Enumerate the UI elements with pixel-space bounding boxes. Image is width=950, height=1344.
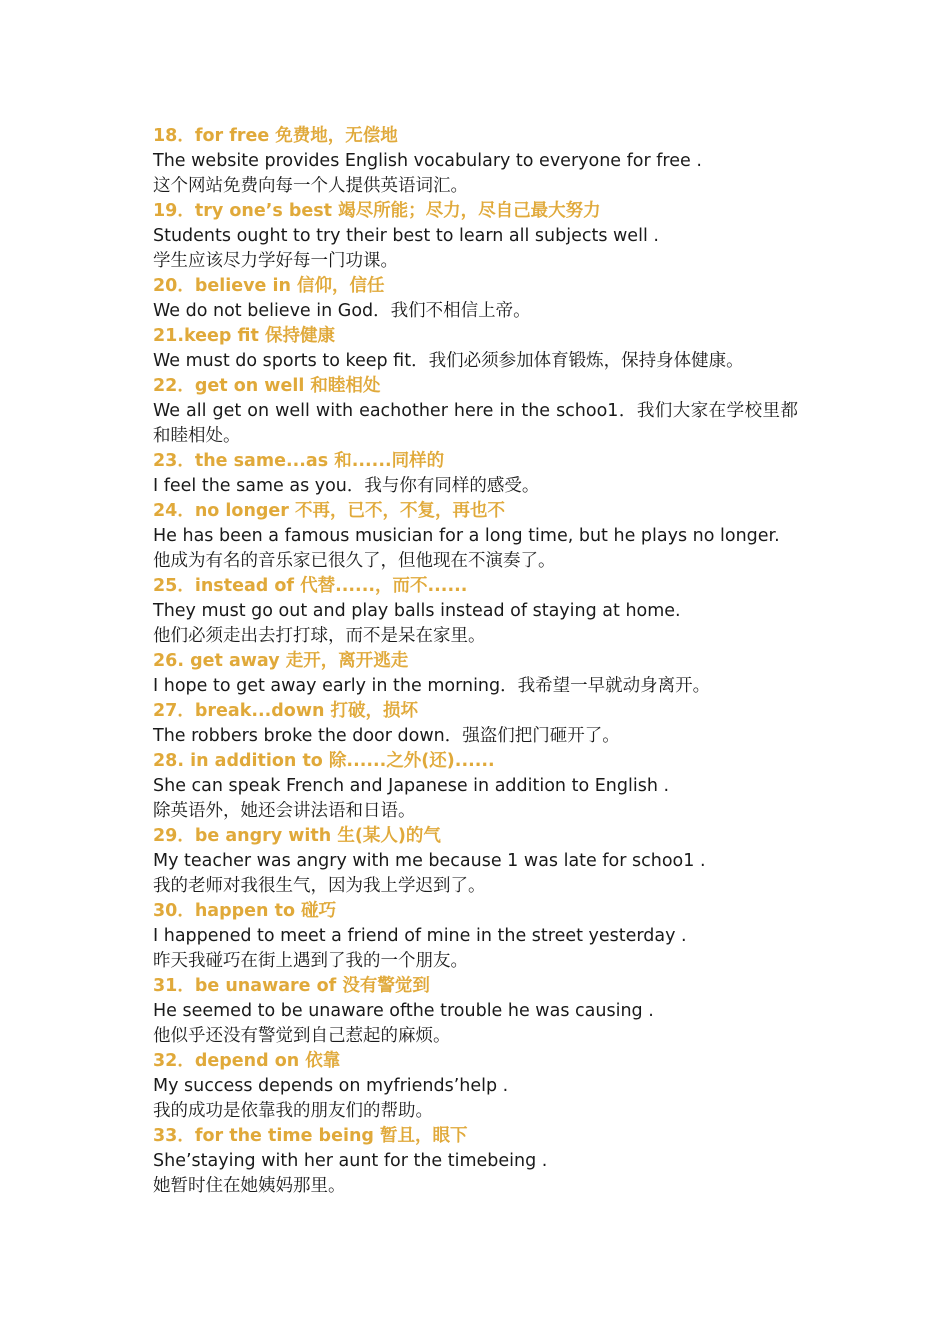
phrase-entry xyxy=(153,1124,798,1199)
phrase-entry xyxy=(153,1049,798,1124)
phrase-entry xyxy=(153,324,798,374)
phrase-entry xyxy=(153,499,798,574)
example-sentence: We do not believe in God．我们不相信上帝。 xyxy=(153,301,531,321)
phrase-entry xyxy=(153,699,798,749)
phrase-heading: 25．instead of 代替......，而不...... xyxy=(153,576,468,596)
example-sentence: The robbers broke the door down．强盗们把门砸开了。 xyxy=(153,726,620,746)
phrase-heading: 22．get on well 和睦相处 xyxy=(153,376,381,396)
phrase-heading: 28. in addition to 除......之外(还)...... xyxy=(153,751,495,771)
phrase-heading: 21.keep fit 保持健康 xyxy=(153,326,335,346)
translation-sentence: 我的老师对我很生气，因为我上学迟到了。 xyxy=(153,876,486,896)
phrase-entry xyxy=(153,649,798,699)
example-sentence: The website provides English vocabulary to everyone for free . xyxy=(153,151,702,171)
translation-sentence: 除英语外，她还会讲法语和日语。 xyxy=(153,801,416,821)
translation-sentence: 这个网站免费向每一个人提供英语词汇。 xyxy=(153,176,468,196)
example-sentence: He seemed to be unaware ofthe trouble he was causing . xyxy=(153,1001,654,1021)
phrase-entry xyxy=(153,124,798,199)
phrase-heading: 31．be unaware of 没有警觉到 xyxy=(153,976,430,996)
phrase-entry xyxy=(153,199,798,274)
example-sentence: She can speak French and Japanese in addition to English . xyxy=(153,776,670,796)
phrase-entry xyxy=(153,574,798,649)
example-sentence: I happened to meet a friend of mine in the street yesterday . xyxy=(153,926,687,946)
phrase-heading: 29．be angry with 生(某人)的气 xyxy=(153,826,441,846)
phrase-heading: 24．no longer 不再，已不，不复，再也不 xyxy=(153,501,506,521)
phrase-entry xyxy=(153,974,798,1049)
phrase-heading: 26. get away 走开，离开逃走 xyxy=(153,651,409,671)
translation-sentence: 她暂时住在她姨妈那里。 xyxy=(153,1176,346,1196)
phrase-entry xyxy=(153,749,798,824)
phrase-heading: 18．for free 免费地，无偿地 xyxy=(153,126,398,146)
phrase-heading: 32．depend on 依靠 xyxy=(153,1051,341,1071)
phrase-heading: 23．the same...as 和......同样的 xyxy=(153,451,445,471)
phrase-heading: 33．for the time being 暂且，眼下 xyxy=(153,1126,468,1146)
example-sentence: I feel the same as you．我与你有同样的感受。 xyxy=(153,476,540,496)
example-sentence: They must go out and play balls instead of staying at home. xyxy=(153,601,681,621)
example-sentence: My success depends on myfriends’help . xyxy=(153,1076,509,1096)
example-sentence: We must do sports to keep fit．我们必须参加体育锻炼，保持身体健康。 xyxy=(153,351,744,371)
phrase-heading: 27．break...down 打破，损坏 xyxy=(153,701,419,721)
phrase-heading: 30．happen to 碰巧 xyxy=(153,901,337,921)
example-sentence: Students ought to try their best to learn all subjects well . xyxy=(153,226,659,246)
translation-sentence: 我的成功是依靠我的朋友们的帮助。 xyxy=(153,1101,433,1121)
translation-sentence: 学生应该尽力学好每一门功课。 xyxy=(153,251,398,271)
example-sentence: My teacher was angry with me because 1 was late for schoo1 . xyxy=(153,851,706,871)
example-sentence: She’staying with her aunt for the timebeing . xyxy=(153,1151,548,1171)
phrase-entry xyxy=(153,274,798,324)
translation-sentence: 他们必须走出去打打球，而不是呆在家里。 xyxy=(153,626,486,646)
example-sentence: I hope to get away early in the morning．我希望一早就动身离开。 xyxy=(153,676,711,696)
phrase-heading: 20．believe in 信仰，信任 xyxy=(153,276,385,296)
phrase-entry xyxy=(153,824,798,899)
document-page xyxy=(153,124,798,1199)
phrase-entry xyxy=(153,899,798,974)
translation-sentence: 他成为有名的音乐家已很久了，但他现在不演奏了。 xyxy=(153,551,556,571)
phrase-entry xyxy=(153,374,798,449)
translation-sentence: 昨天我碰巧在街上遇到了我的一个朋友。 xyxy=(153,951,468,971)
example-sentence: We all get on well with eachother here in the schoo1．我们大家在学校里都和睦相处。 xyxy=(153,401,798,446)
phrase-heading: 19．try one’s best 竭尽所能；尽力，尽自己最大努力 xyxy=(153,201,601,221)
phrase-entry xyxy=(153,449,798,499)
translation-sentence: 他似乎还没有警觉到自己惹起的麻烦。 xyxy=(153,1026,451,1046)
example-sentence: He has been a famous musician for a long time, but he plays no longer. xyxy=(153,526,780,546)
